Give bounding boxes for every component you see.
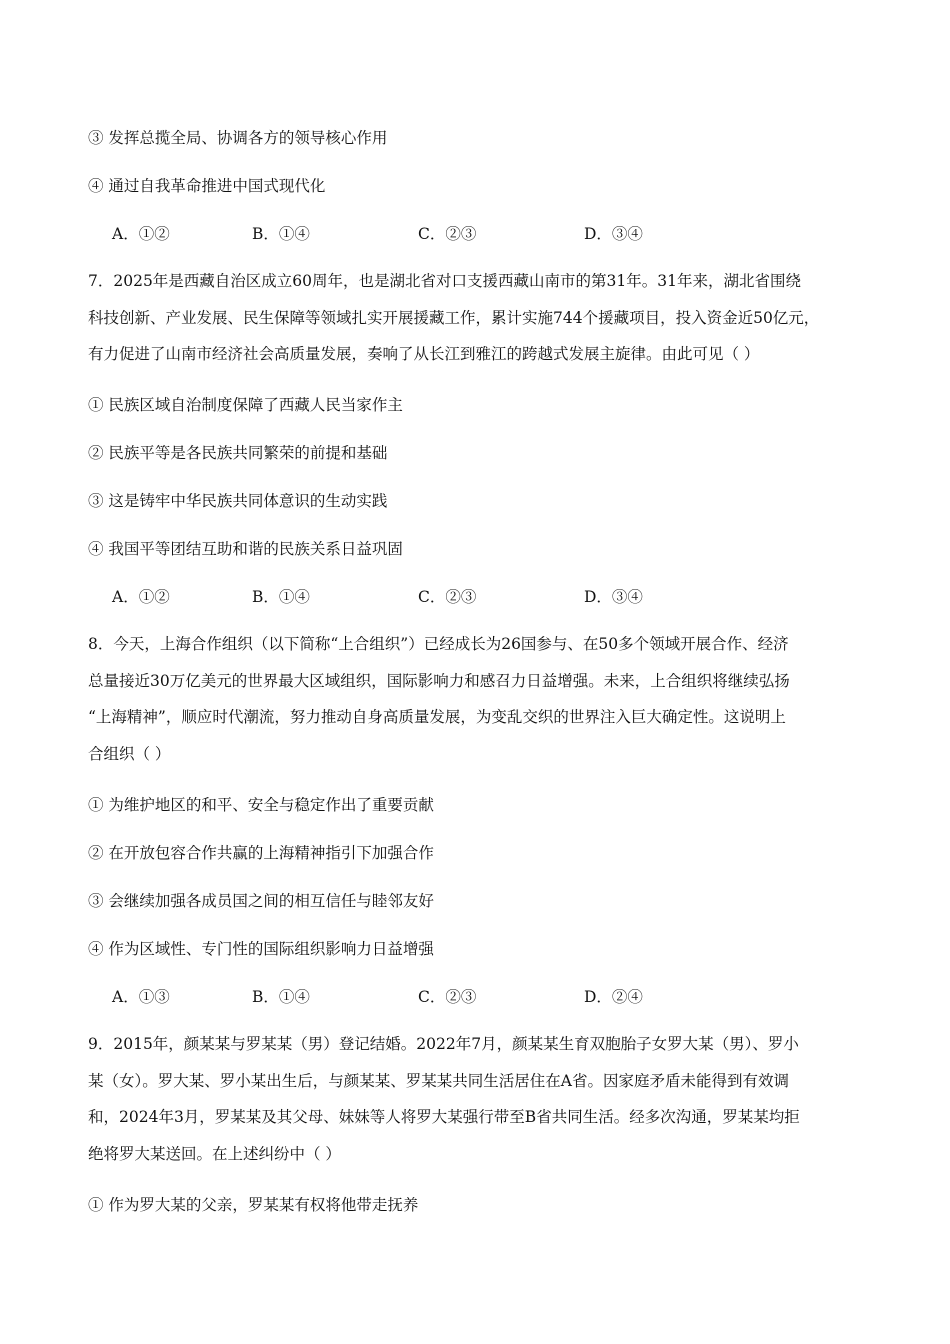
option-a: A．①③ <box>112 988 170 1006</box>
stem-line: 合组织（ ） <box>88 744 171 763</box>
statement-1: ① 为维护地区的和平、安全与稳定作出了重要贡献 <box>88 796 434 814</box>
question-7-stem <box>88 263 878 373</box>
answer-options <box>112 987 812 1007</box>
stem-line: 科技创新、产业发展、民生保障等领域扎实开展援藏工作，累计实施744个援藏项目，投入资金近50亿元， <box>88 308 820 327</box>
option-c: C．②③ <box>418 588 477 606</box>
statement-3: ③ 发挥总揽全局、协调各方的领导核心作用 <box>88 129 388 147</box>
statement-1: ① 民族区域自治制度保障了西藏人民当家作主 <box>88 396 403 414</box>
stem-line: 绝将罗大某送回。在上述纠纷中（ ） <box>88 1144 341 1163</box>
option-d: D．②④ <box>584 988 643 1006</box>
stem-line: 和，2024年3月，罗某某及其父母、妹妹等人将罗大某强行带至B省共同生活。经多次沟通，罗某某均拒 <box>88 1108 800 1126</box>
answer-options <box>112 587 812 607</box>
stem-line: 9．2015年，颜某某与罗某某（男）登记结婚。2022年7月，颜某某生育双胞胎子女罗大某（男）、罗小 <box>88 1035 799 1053</box>
option-b: B．①④ <box>252 988 310 1006</box>
statement-2: ② 民族平等是各民族共同繁荣的前提和基础 <box>88 444 388 462</box>
option-d: D．③④ <box>584 225 643 243</box>
statement-2: ② 在开放包容合作共赢的上海精神指引下加强合作 <box>88 844 434 862</box>
option-a: A．①② <box>112 225 170 243</box>
question-9-stem <box>88 1026 878 1172</box>
statement-4: ④ 作为区域性、专门性的国际组织影响力日益增强 <box>88 940 434 958</box>
stem-line: “上海精神”，顺应时代潮流，努力推动自身高质量发展，为变乱交织的世界注入巨大确定性。这说明上 <box>88 708 786 726</box>
stem-line: 7．2025年是西藏自治区成立60周年，也是湖北省对口支援西藏山南市的第31年。31年来，湖北省围绕 <box>88 272 801 290</box>
stem-line: 8．今天，上海合作组织（以下简称“上合组织”）已经成长为26国参与、在50多个领域开展合作、经济 <box>88 635 789 653</box>
stem-line: 有力促进了山南市经济社会高质量发展，奏响了从长江到雅江的跨越式发展主旋律。由此可见（ ） <box>88 345 760 363</box>
question-8-stem <box>88 626 878 772</box>
option-a: A．①② <box>112 588 170 606</box>
option-c: C．②③ <box>418 988 477 1006</box>
statement-3: ③ 这是铸牢中华民族共同体意识的生动实践 <box>88 492 388 510</box>
statement-3: ③ 会继续加强各成员国之间的相互信任与睦邻友好 <box>88 892 434 910</box>
stem-line: 某（女）。罗大某、罗小某出生后，与颜某某、罗某某共同生活居住在A省。因家庭矛盾未能得到有效调 <box>88 1071 789 1090</box>
statement-4: ④ 通过自我革命推进中国式现代化 <box>88 177 326 195</box>
option-c: C．②③ <box>418 225 477 243</box>
option-b: B．①④ <box>252 588 310 606</box>
statement-1: ① 作为罗大某的父亲，罗某某有权将他带走抚养 <box>88 1196 419 1214</box>
stem-line: 总量接近30万亿美元的世界最大区域组织，国际影响力和感召力日益增强。未来，上合组织将继续弘扬 <box>88 671 790 690</box>
statement-4: ④ 我国平等团结互助和谐的民族关系日益巩固 <box>88 540 403 558</box>
answer-options <box>112 224 812 244</box>
option-d: D．③④ <box>584 588 643 606</box>
option-b: B．①④ <box>252 225 310 243</box>
